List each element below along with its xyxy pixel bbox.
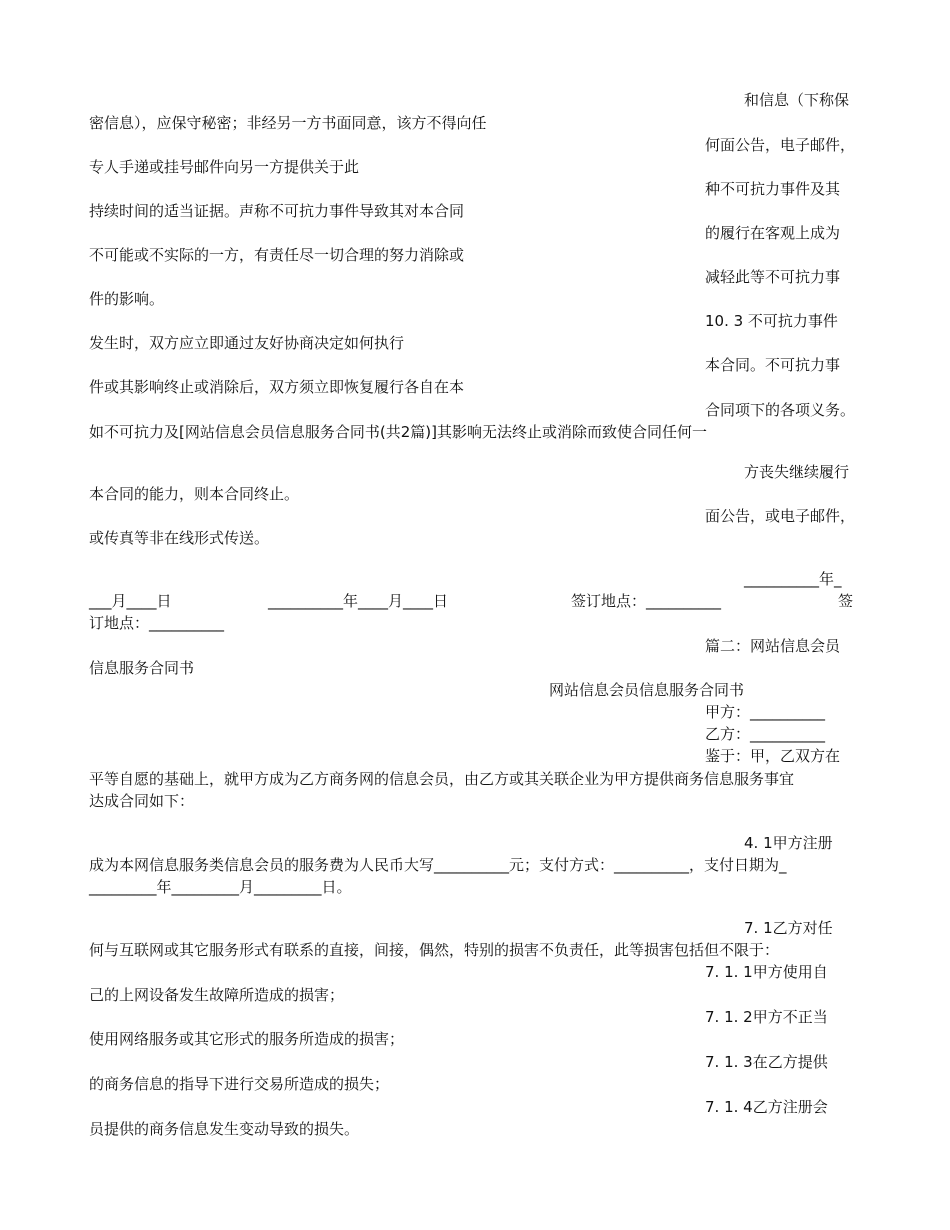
date-blank: __________年____月____日 — [268, 592, 449, 610]
text-line: 件的影响。 — [89, 290, 165, 308]
text-line: 成为本网信息服务类信息会员的服务费为人民币大写__________元；支付方式：__________，支付日期为_ — [89, 856, 787, 874]
text-line: 密信息），应保守秘密；非经另一方书面同意，该方不得向任 — [89, 114, 487, 132]
text-line: 面公告，或电子邮件， — [705, 507, 856, 525]
section-heading: 篇二：网站信息会员 — [705, 637, 841, 655]
text-line: 员提供的商务信息发生变动导致的损失。 — [89, 1120, 360, 1138]
text-line: 本合同。不可抗力事 — [705, 356, 841, 374]
document-title: 网站信息会员信息服务合同书 — [549, 681, 745, 699]
party-b-field: 乙方：__________ — [705, 725, 826, 743]
text-line: 件或其影响终止或消除后，双方须立即恢复履行各自在本 — [89, 378, 465, 396]
text-line: 平等自愿的基础上，就甲方成为乙方商务网的信息会员，由乙方或其关联企业为甲方提供商务信息服务事宜 — [89, 770, 795, 788]
text-line: 方丧失继续履行 — [744, 463, 850, 481]
text-line: 持续时间的适当证据。声称不可抗力事件导致其对本合同 — [89, 202, 465, 220]
text-line: 发生时，双方应立即通过友好协商决定如何执行 — [89, 334, 405, 352]
text-line: 本合同的能力，则本合同终止。 — [89, 485, 300, 503]
text-line: 己的上网设备发生故障所造成的损害； — [89, 986, 345, 1004]
party-a-field: 甲方：__________ — [705, 703, 826, 721]
text-line: 或传真等非在线形式传送。 — [89, 529, 270, 547]
text-line: 鉴于：甲，乙双方在 — [705, 747, 841, 765]
signing-place-field: 签订地点：__________ — [571, 592, 722, 610]
clause-number: 7. 1. 4乙方注册会 — [705, 1098, 828, 1116]
text-line: 签 — [838, 592, 854, 610]
text-line: _________年_________月_________日。 — [89, 878, 352, 896]
text-line: 的履行在客观上成为 — [705, 224, 841, 242]
text-line: 何面公告，电子邮件， — [705, 136, 856, 154]
section-heading: 信息服务合同书 — [89, 659, 195, 677]
clause-number: 7. 1. 2甲方不正当 — [705, 1008, 828, 1026]
clause-number: 7. 1乙方对任 — [744, 919, 833, 937]
date-blank: ___月____日 — [89, 592, 172, 610]
text-line: 合同项下的各项义务。 — [705, 401, 856, 419]
section-number: 10. 3 不可抗力事件 — [705, 312, 838, 330]
text-line: 种不可抗力事件及其 — [705, 180, 841, 198]
text-line: 何与互联网或其它服务形式有联系的直接，间接，偶然，特别的损害不负责任，此等损害包括但不限于： — [89, 941, 780, 959]
text-line: 使用网络服务或其它形式的服务所造成的损害； — [89, 1030, 405, 1048]
signing-place-field: 订地点：__________ — [89, 614, 225, 632]
text-line: 达成合同如下： — [89, 792, 195, 810]
text-line: 不可能或不实际的一方，有责任尽一切合理的努力消除或 — [89, 246, 465, 264]
clause-number: 7. 1. 1甲方使用自 — [705, 963, 828, 981]
text-line: 的商务信息的指导下进行交易所造成的损失； — [89, 1075, 390, 1093]
date-blank: __________年_ — [744, 570, 842, 588]
text-line: 和信息（下称保 — [744, 91, 850, 109]
clause-number: 4. 1甲方注册 — [744, 834, 833, 852]
clause-number: 7. 1. 3在乙方提供 — [705, 1053, 828, 1071]
text-line: 减轻此等不可抗力事 — [705, 268, 841, 286]
text-line: 如不可抗力及[网站信息会员信息服务合同书(共2篇)]其影响无法终止或消除而致使合同任何一 — [89, 423, 707, 441]
text-line: 专人手递或挂号邮件向另一方提供关于此 — [89, 158, 360, 176]
